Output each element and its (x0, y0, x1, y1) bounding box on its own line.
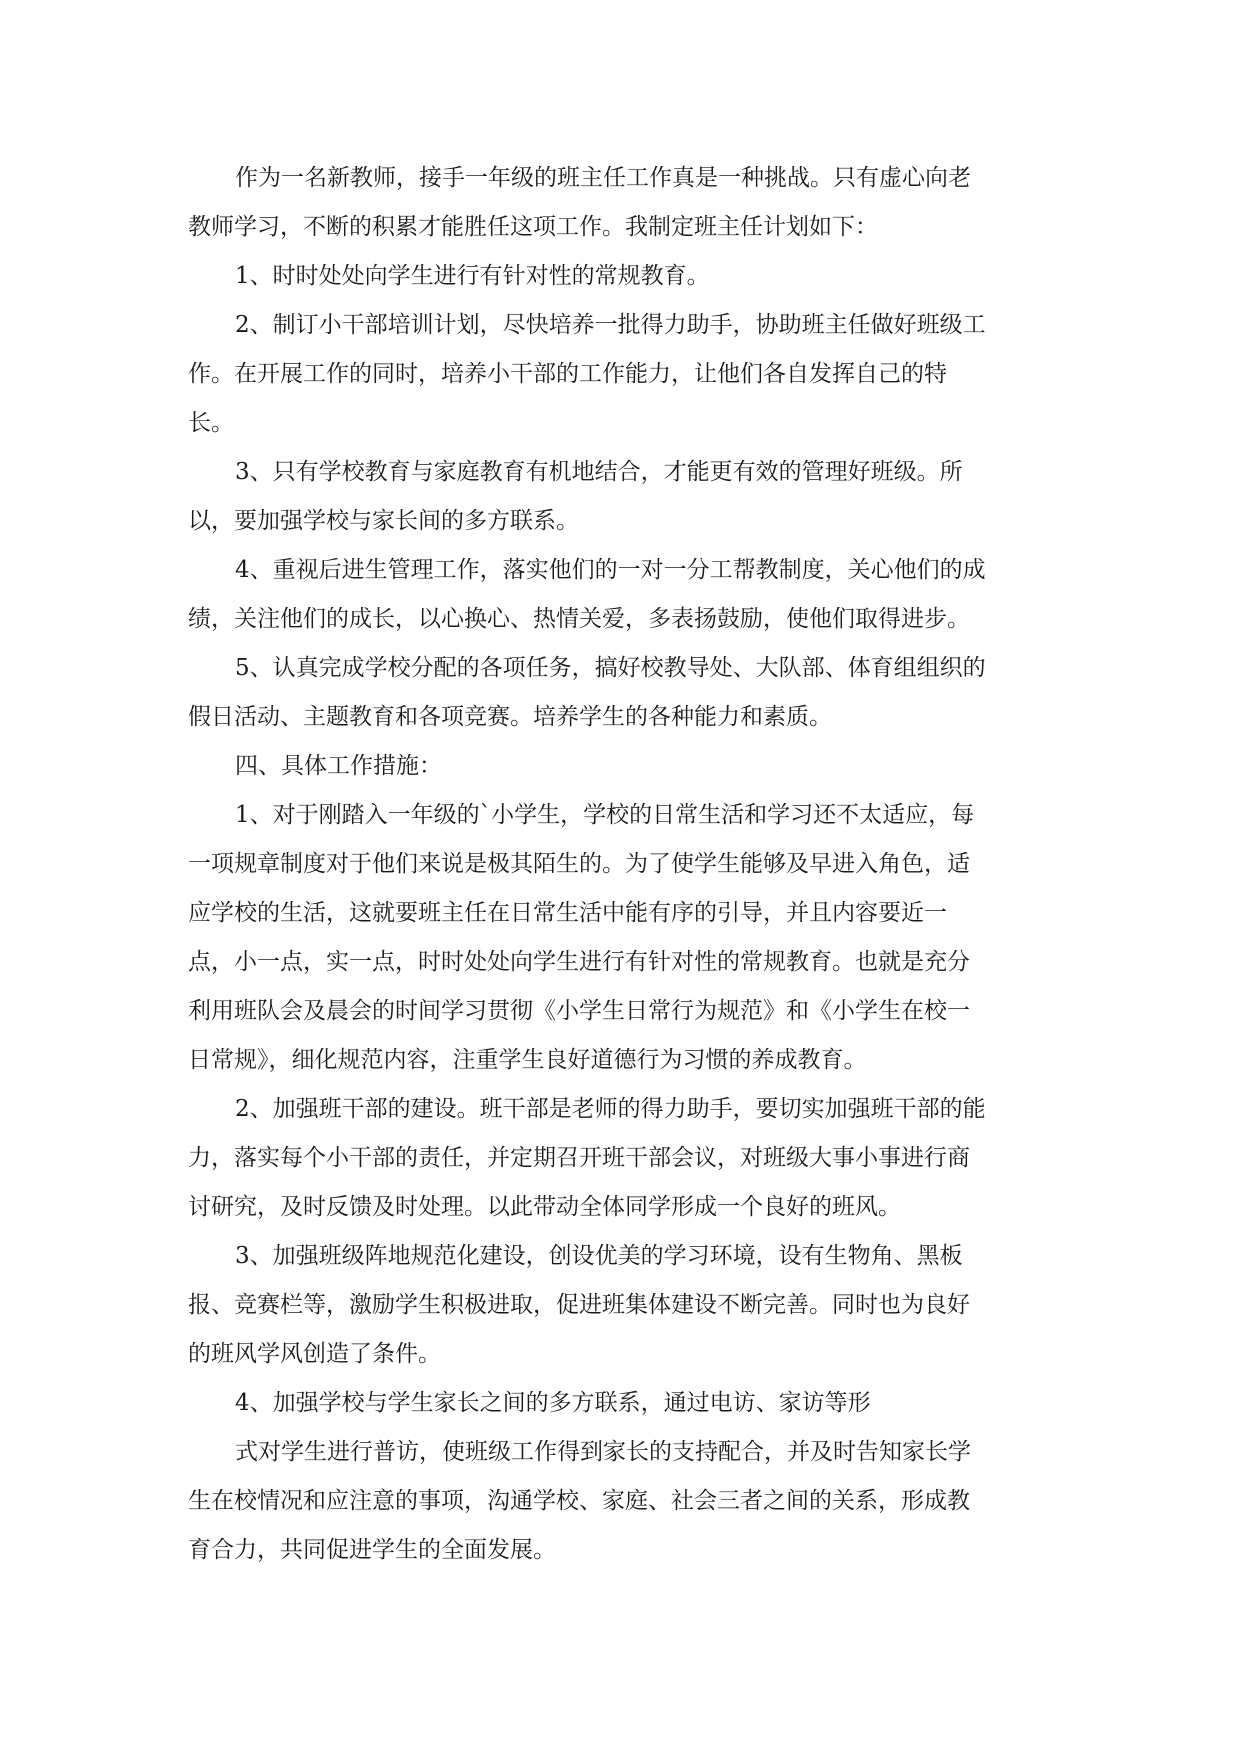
text-line: 1、时时处处向学生进行有针对性的常规教育。 (235, 263, 710, 289)
text-line: 讨研究，及时反馈及时处理。以此带动全体同学形成一个良好的班风。 (188, 1194, 901, 1220)
document-page (188, 154, 1054, 1575)
text-line: 育合力，共同促进学生的全面发展。 (188, 1537, 556, 1563)
text-line: 长。 (188, 410, 234, 436)
text-line: 2、加强班干部的建设。班干部是老师的得力助手，要切实加强班干部的能 (235, 1096, 986, 1122)
text-line: 教师学习，不断的积累才能胜任这项工作。我制定班主任计划如下： (188, 214, 878, 240)
text-line: 生在校情况和应注意的事项，沟通学校、家庭、社会三者之间的关系，形成教 (188, 1488, 970, 1514)
section-heading: 四、具体工作措施： (235, 753, 442, 779)
text-line: 假日活动、主题教育和各项竞赛。培养学生的各种能力和素质。 (188, 704, 832, 730)
text-line: 点，小一点，实一点，时时处处向学生进行有针对性的常规教育。也就是充分 (188, 949, 970, 975)
text-line: 应学校的生活，这就要班主任在日常生活中能有序的引导，并且内容要近一 (188, 900, 947, 926)
text-line: 作。在开展工作的同时，培养小干部的工作能力，让他们各自发挥自己的特 (188, 361, 947, 387)
text-line: 以，要加强学校与家长间的多方联系。 (188, 508, 579, 534)
text-line: 3、只有学校教育与家庭教育有机地结合，才能更有效的管理好班级。所 (235, 459, 963, 485)
text-line: 作为一名新教师，接手一年级的班主任工作真是一种挑战。只有虚心向老 (235, 165, 971, 191)
text-line: 式对学生进行普访，使班级工作得到家长的支持配合，并及时告知家长学 (235, 1439, 971, 1465)
text-line: 报、竞赛栏等，激励学生积极进取，促进班集体建设不断完善。同时也为良好 (188, 1292, 970, 1318)
text-line: 3、加强班级阵地规范化建设，创设优美的学习环境，设有生物角、黑板 (235, 1243, 963, 1269)
text-line: 1、对于刚踏入一年级的`小学生，学校的日常生活和学习还不太适应，每 (235, 802, 975, 828)
text-line: 4、加强学校与学生家长之间的多方联系，通过电访、家访等形 (235, 1390, 871, 1416)
text-line: 4、重视后进生管理工作，落实他们的一对一分工帮教制度，关心他们的成 (235, 557, 986, 583)
text-line: 一项规章制度对于他们来说是极其陌生的。为了使学生能够及早进入角色，适 (188, 851, 970, 877)
text-line: 日常规》，细化规范内容，注重学生良好道德行为习惯的养成教育。 (188, 1047, 867, 1073)
text-line: 利用班队会及晨会的时间学习贯彻《小学生日常行为规范》和《小学生在校一 (188, 998, 970, 1024)
text-line: 5、认真完成学校分配的各项任务，搞好校教导处、大队部、体育组组织的 (235, 655, 986, 681)
text-line: 力，落实每个小干部的责任，并定期召开班干部会议，对班级大事小事进行商 (188, 1145, 970, 1171)
text-line: 的班风学风创造了条件。 (188, 1341, 441, 1367)
text-line: 2、制订小干部培训计划，尽快培养一批得力助手，协助班主任做好班级工 (235, 312, 986, 338)
text-line: 绩，关注他们的成长，以心换心、热情关爱，多表扬鼓励，使他们取得进步。 (188, 606, 970, 632)
